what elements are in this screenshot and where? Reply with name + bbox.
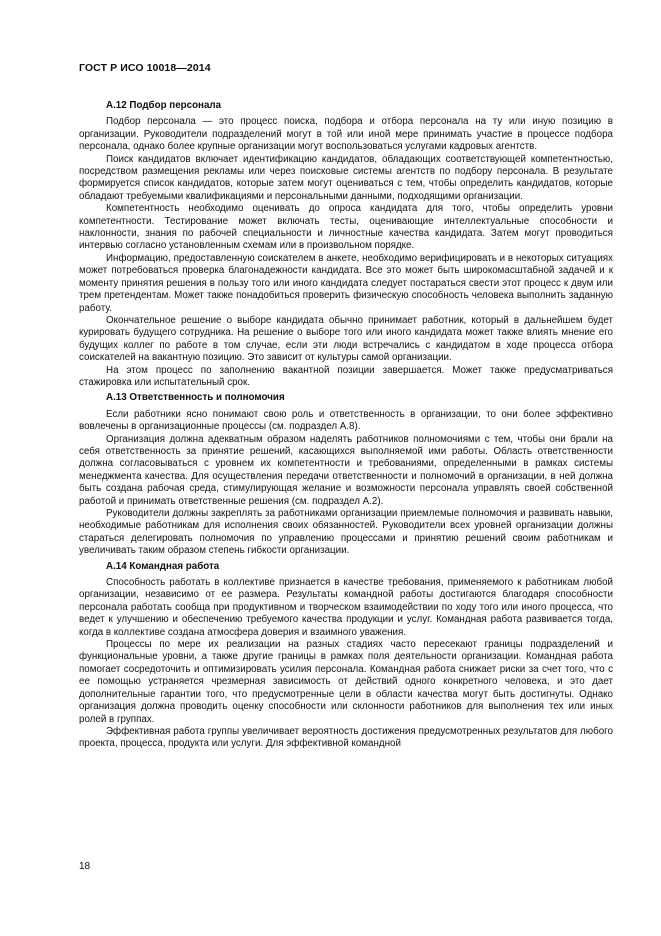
page-number: 18	[79, 861, 91, 872]
document-body	[79, 100, 613, 754]
paragraph: Подбор персонала — это процесс поиска, подбора и отбора персонала на ту или иную позицию в организации. Руководители подразделений могут в той или иной мере принимать участие в процессе подбора персонала, однако более крупные организации могут воспользоваться услугами кадровых агентств.	[79, 116, 613, 153]
section-a14	[79, 561, 613, 751]
section-title: А.14 Командная работа	[106, 560, 220, 572]
paragraph: Эффективная работа группы увеличивает вероятность достижения предусмотренных результатов для любого проекта, процесса, продукта или услуги. Для эффективной командной	[79, 725, 613, 750]
section-title: А.13 Ответственность и полномочия	[106, 392, 285, 404]
paragraph: Если работники ясно понимают свою роль и ответственность в организации, то они более эффективно вовлечены в организационные процессы (см. подраздел А.8).	[79, 408, 613, 433]
section-a13	[79, 392, 613, 557]
paragraph: Поиск кандидатов включает идентификацию кандидатов, обладающих соответствующей компетентностью, посредством размещения рекламы или через поисковые системы агентств по подбору персонала. В результате формируется список кандидатов, которые затем могут оцениваться с тем, чтобы определить кандидатов, которые обладают требуемыми квалификациями и персональными данными, подходящими организации.	[79, 153, 613, 202]
paragraph: На этом процесс по заполнению вакантной позиции завершается. Может также предусматриваться стажировка или испытательный срок.	[79, 364, 613, 388]
paragraph: Организация должна адекватным образом наделять работников полномочиями с тем, чтобы они брали на себя ответственность за принятие решений, касающихся выполняемой ими работы. Область ответственности должна согласовываться с уровнем их компетентности и требованиями, определенными в рамках системы менеджмента качества. Для осуществления передачи ответственности и полномочий в организации, в ней должна быть создана рабочая среда, стимулирующая желание и возможности персонала управлять своей собственной работой и принимать ответственные решения (см. подраздел А.2).	[79, 433, 613, 507]
document-header: ГОСТ Р ИСО 10018—2014	[79, 62, 211, 74]
paragraph: Процессы по мере их реализации на разных стадиях часто пересекают границы подразделений и функциональные уровни, а также другие границы в рамках поля деятельности организации. Командная работа помогает сосредоточить и оптимизировать усилия персонала. Командная работа снижает риски за счет того, что с ее помощью устраняется чрезмерная зависимость от действий одного конкретного человека, и это дает дополнительные гарантии того, что предусмотренные цели в области качества могут быть достигнуты. Однако организация должна проводить оценку способности или склонности работников для выполнения тех или иных ролей в группах.	[79, 639, 613, 725]
paragraph: Способность работать в коллективе признается в качестве требования, применяемого к работникам любой организации, независимо от ее размера. Результаты командной работы достигаются благодаря способности персонала работать сообща при продуктивном и творческом взаимодействии по ходу того или иного процесса, что ведет к улучшению и обеспечению требуемого качества продукции и услуг. Командная работа развивается тогда, когда в коллективе создана атмосфера доверия и взаимного уважения.	[79, 577, 613, 638]
paragraph: Информацию, предоставленную соискателем в анкете, необходимо верифицировать и в некоторых ситуациях может потребоваться проверка благонадежности кандидата. Все это может быть широкомасштабной задачей и к моменту принятия решения в пользу того или иного кандидата следует постараться свести этот процесс к двум или трем претендентам. Может также понадобиться проверить физическую способность человека выполнить заданную работу.	[79, 252, 613, 314]
paragraph: Окончательное решение о выборе кандидата обычно принимает работник, который в дальнейшем будет курировать будущего сотрудника. На решение о выборе того или иного кандидата может также влиять мнение его будущих коллег по работе в том случае, если эти люди встречались с кандидатом в ходе процесса отбора соискателей на вакантную позицию. Это зависит от культуры самой организации.	[79, 314, 613, 364]
paragraph: Компетентность необходимо оценивать до опроса кандидата для того, чтобы определить уровни компетентности. Тестирование может включать тесты, оценивающие интеллектуальные способности и наклонности, знания по рабочей специальности и личностные качества кандидата. Затем могут проводиться интервью согласно установленным схемам или в произвольном порядке.	[79, 203, 613, 252]
section-title: А.12 Подбор персонала	[106, 100, 222, 111]
paragraph: Руководители должны закреплять за работниками организации приемлемые полномочия и развивать навыки, необходимые работникам для исполнения своих обязанностей. Руководители всех уровней организации должны стараться делегировать полномочия по управлению процессами и принятию решений своим работникам и увеличивать таким образом степень гибкости организации.	[79, 508, 613, 557]
section-a12	[79, 100, 613, 389]
